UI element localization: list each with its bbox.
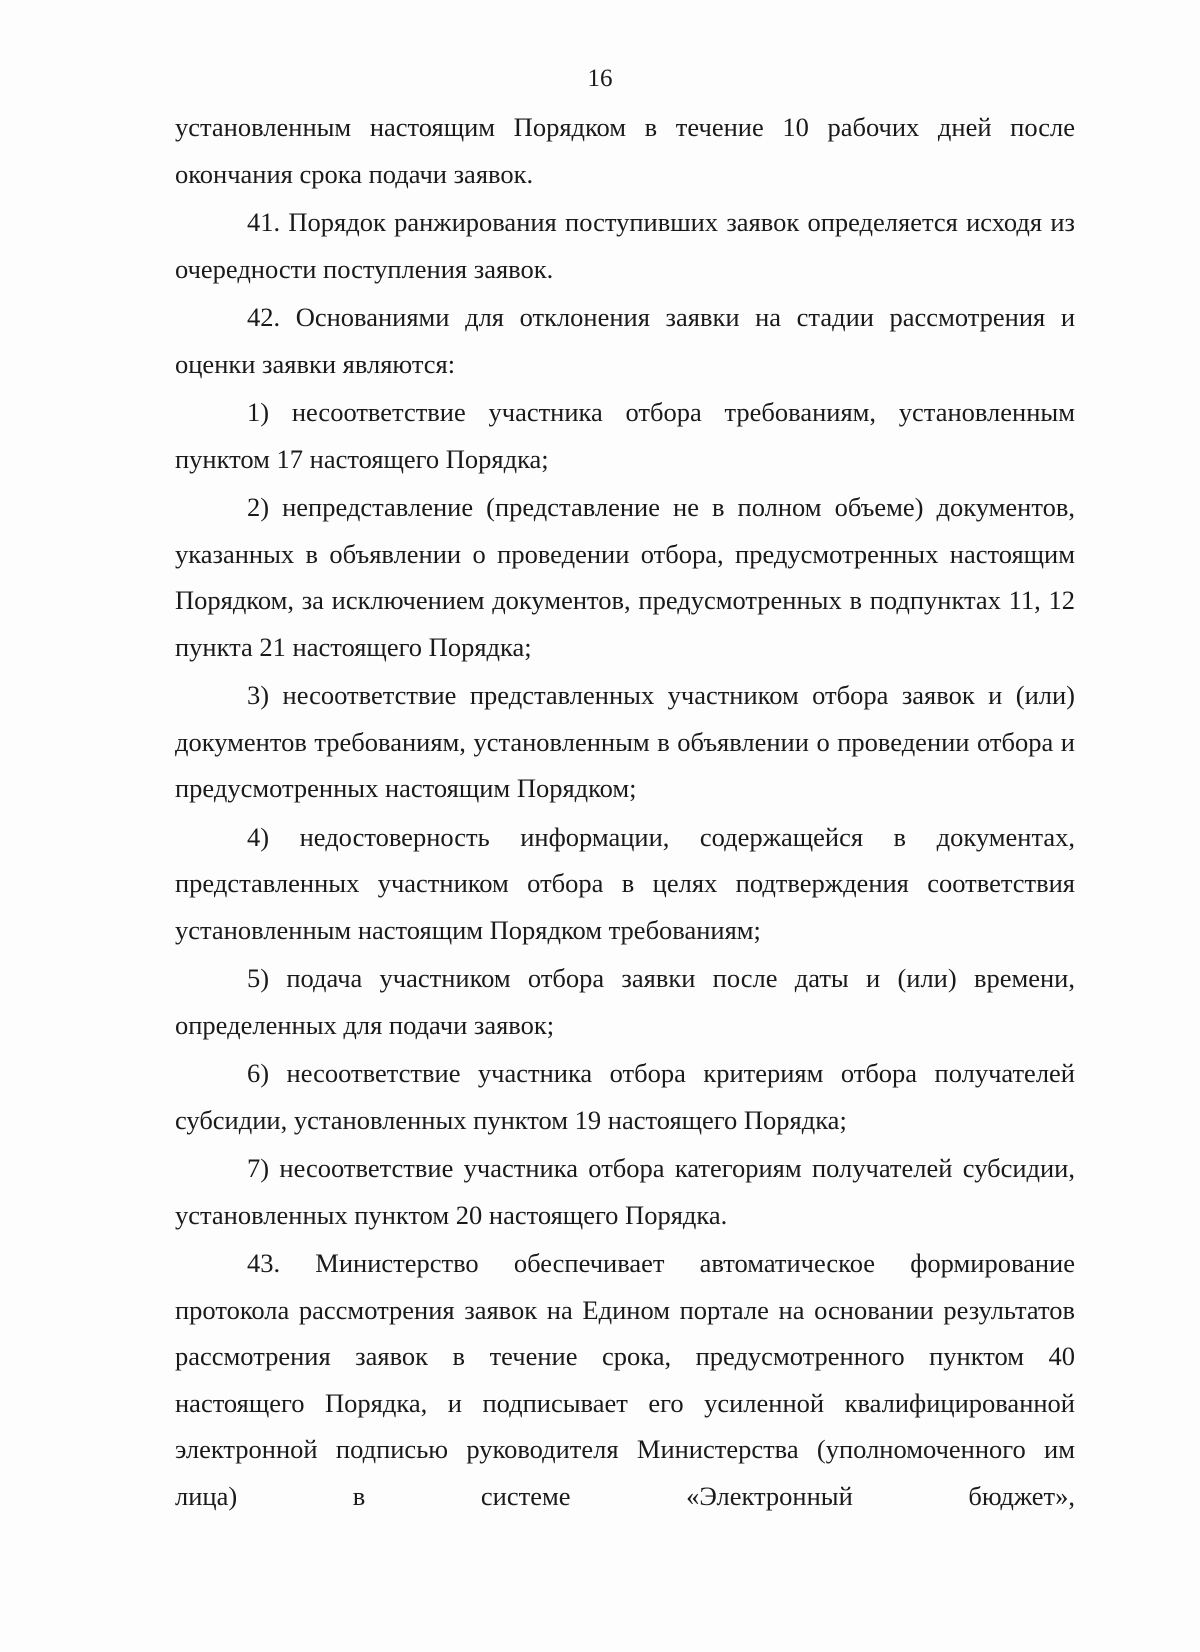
paragraph-continuation: установленным настоящим Порядком в течение 10 рабочих дней после окончания срока подачи заявок. xyxy=(175,112,1075,189)
paragraph-42-item-3: 3) несоответствие представленных участником отбора заявок и (или) документов требованиям, установленным в объявлении о проведении отбора и предусмотренных настоящим Порядком; xyxy=(175,680,1075,803)
page-number: 16 xyxy=(587,65,613,92)
paragraph-42-item-4: 4) недостоверность информации, содержащейся в документах, представленных участником отбора в целях подтверждения соответствия установленным настоящим Порядком требованиям; xyxy=(175,821,1075,945)
paragraph-42: 42. Основаниями для отклонения заявки на стадии рассмотрения и оценки заявки являются: xyxy=(175,302,1075,379)
paragraph-42-item-2: 2) непредставление (представление не в полном объеме) документов, указанных в объявлении о проведении отбора, предусмотренных настоящим Порядком, за исключением документов, предусмотренных в подпунктах 11, 12 пункта 21 настоящего Порядка; xyxy=(175,492,1075,662)
paragraph-42-item-7: 7) несоответствие участника отбора категориям получателей субсидии, установленных пунктом 20 настоящего Порядка. xyxy=(175,1153,1075,1230)
document-body xyxy=(175,104,1075,1519)
paragraph-42-item-6: 6) несоответствие участника отбора критериям отбора получателей субсидии, установленных пунктом 19 настоящего Порядка; xyxy=(175,1058,1075,1135)
paragraph-41: 41. Порядок ранжирования поступивших заявок определяется исходя из очередности поступления заявок. xyxy=(175,207,1075,284)
paragraph-43: 43. Министерство обеспечивает автоматическое формирование протокола рассмотрения заявок на Едином портале на основании результатов рассмотрения заявок в течение срока, предусмотренного пунктом 40 настоящего Порядка, и подписывает его усиленной квалифицированной электронной подписью руководителя Министерства (уполномоченного им лица) в системе «Электронный бюджет», xyxy=(175,1248,1075,1511)
paragraph-42-item-1: 1) несоответствие участника отбора требованиям, установленным пунктом 17 настоящего Порядка; xyxy=(175,397,1075,474)
paragraph-42-item-5: 5) подача участником отбора заявки после даты и (или) времени, определенных для подачи заявок; xyxy=(175,963,1075,1040)
